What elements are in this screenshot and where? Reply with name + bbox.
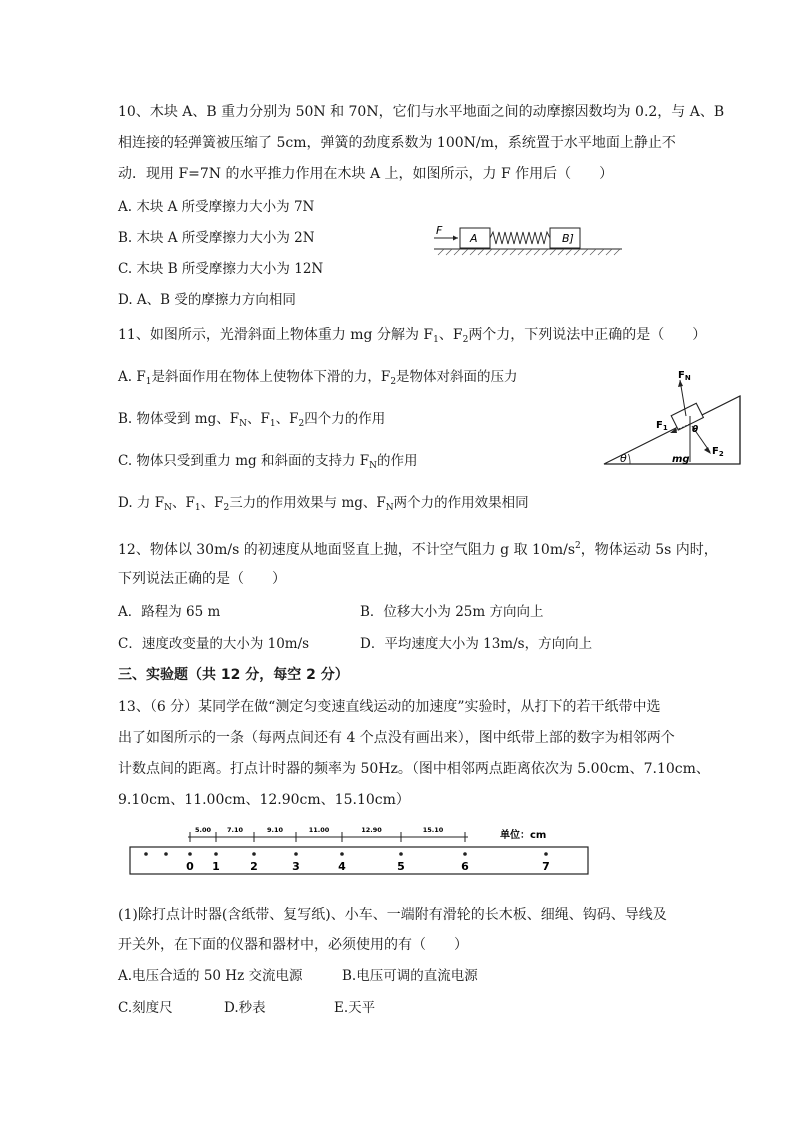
tape-dot xyxy=(340,852,344,856)
q11-stem: 11、如图所示，光滑斜面上物体重力 mg 分解为 $F_1$、$F_2$两个力，下列说法中正确的是（ ） xyxy=(118,327,707,345)
tape-distance-label: 5.00 xyxy=(194,826,212,834)
tape-point-label: 5 xyxy=(397,860,405,873)
fn-label: $F_N$ xyxy=(678,370,691,382)
q10-stem-line1: 10、木块 A、B 重力分别为 50N 和 70N，它们与水平地面之间的动摩擦因数均为 0.2，与 A、B xyxy=(118,104,725,120)
ground-hatch xyxy=(438,249,620,255)
tape-strip xyxy=(130,847,588,874)
tape-dot xyxy=(214,852,218,856)
q13-sub1-line2: 开关外，在下面的仪器和器材中，必须使用的有（ ） xyxy=(118,937,468,953)
tape-dot xyxy=(294,852,298,856)
block-b-label: B] xyxy=(562,232,574,245)
q11-incline-figure xyxy=(600,362,750,470)
q10-spring-figure xyxy=(430,220,630,262)
q12-option-b: B．位移大小为 25m 方向向上 xyxy=(360,604,544,620)
paper-tape-figure xyxy=(128,822,592,878)
q13-stem-line4: 9.10cm、11.00cm、12.90cm、15.10cm） xyxy=(118,792,410,808)
block-a-label: A xyxy=(470,232,478,245)
q10-option-a: A. 木块 A 所受摩擦力大小为 7N xyxy=(118,199,315,215)
unit-label: 单位：cm xyxy=(500,830,547,841)
q10-option-b: B. 木块 A 所受摩擦力大小为 2N xyxy=(118,230,315,246)
spring xyxy=(490,232,550,244)
q10-stem-line3: 动．现用 F=7N 的水平推力作用在木块 A 上，如图所示，力 F 作用后（ ） xyxy=(118,166,614,182)
tape-point-label: 2 xyxy=(250,860,258,873)
tape-dot xyxy=(544,852,548,856)
q13-stem-line3: 计数点间的距离。打点计时器的频率为 50Hz。（图中相邻两点距离依次为 5.00cm、7.10cm、 xyxy=(118,761,710,777)
tape-distance-label: 15.10 xyxy=(422,826,444,834)
section-3-title: 三、实验题（共 12 分，每空 2 分） xyxy=(118,667,349,683)
inner-theta-label: θ xyxy=(692,425,699,435)
q13-option-c: C.刻度尺 xyxy=(118,1000,173,1016)
tape-dot xyxy=(463,852,467,856)
q12-stem-line2: 下列说法正确的是（ ） xyxy=(118,571,286,587)
q10-option-d: D. A、B 受的摩擦力方向相同 xyxy=(118,292,296,308)
q13-option-b: B.电压可调的直流电源 xyxy=(342,968,478,984)
tape-dot-extra xyxy=(164,852,168,856)
q12-option-d: D．平均速度大小为 13m/s，方向向上 xyxy=(360,636,593,652)
block xyxy=(671,403,703,430)
tape-dot xyxy=(252,852,256,856)
tape-point-label: 0 xyxy=(186,860,194,873)
q10-option-c: C. 木块 B 所受摩擦力大小为 12N xyxy=(118,261,324,277)
tape-distance-label: 11.00 xyxy=(308,826,330,834)
force-f-label: F xyxy=(436,224,443,237)
tape-distance-label: 12.90 xyxy=(361,826,382,834)
tape-point-label: 6 xyxy=(461,860,469,873)
q13-stem-line2: 出了如图所示的一条（每两点间还有 4 个点没有画出来），图中纸带上部的数字为相邻两个 xyxy=(118,730,675,746)
q12-option-c: C．速度改变量的大小为 10m/s xyxy=(118,636,310,652)
q13-option-e: E.天平 xyxy=(334,1000,376,1016)
angle-theta-label: θ xyxy=(620,452,627,465)
tape-point-label: 3 xyxy=(292,860,300,873)
tape-point-label: 1 xyxy=(212,860,220,873)
q12-option-a: A．路程为 65 m xyxy=(118,604,221,620)
f1-label: $F_1$ xyxy=(656,420,668,432)
q13-option-d: D.秒表 xyxy=(224,1000,266,1016)
q11-option-c: C. 物体只受到重力 mg 和斜面的支持力 $F_N$的作用 xyxy=(118,453,418,471)
tape-dot-extra xyxy=(144,852,148,856)
tape-distance-label: 9.10 xyxy=(266,826,284,834)
q13-option-a: A.电压合适的 50 Hz 交流电源 xyxy=(118,968,303,984)
f2-label: $F_2$ xyxy=(712,446,724,458)
q10-stem-line2: 相连接的轻弹簧被压缩了 5cm，弹簧的劲度系数为 100N/m，系统置于水平地面上静止不 xyxy=(118,135,676,151)
q12-stem-line1: 12、物体以 30m/s 的初速度从地面竖直上抛，不计空气阻力 g 取 $10m/s^2$，物体运动 5s 内时， xyxy=(118,541,718,558)
tape-point-label: 7 xyxy=(542,860,550,873)
tape-distance-label: 7.10 xyxy=(226,826,244,834)
tape-dot xyxy=(188,852,192,856)
q13-stem-line1: 13、（6 分）某同学在做“测定匀变速直线运动的加速度”实验时，从打下的若干纸带中选 xyxy=(118,699,661,715)
q11-option-d: D. 力 $F_N$、$F_1$、$F_2$三力的作用效果与 mg、$F_N$两个力的作用效果相同 xyxy=(118,495,529,513)
tape-point-label: 4 xyxy=(338,860,346,873)
mg-label: mg xyxy=(672,454,690,465)
q11-option-b: B. 物体受到 mg、$F_N$、$F_1$、$F_2$四个力的作用 xyxy=(118,411,386,429)
q13-sub1-line1: (1)除打点计时器(含纸带、复写纸)、小车、一端附有滑轮的长木板、细绳、钩码、导线及 xyxy=(118,907,667,923)
tape-dot xyxy=(399,852,403,856)
q11-option-a: A. $F_1$是斜面作用在物体上使物体下滑的力，$F_2$是物体对斜面的压力 xyxy=(118,369,518,387)
